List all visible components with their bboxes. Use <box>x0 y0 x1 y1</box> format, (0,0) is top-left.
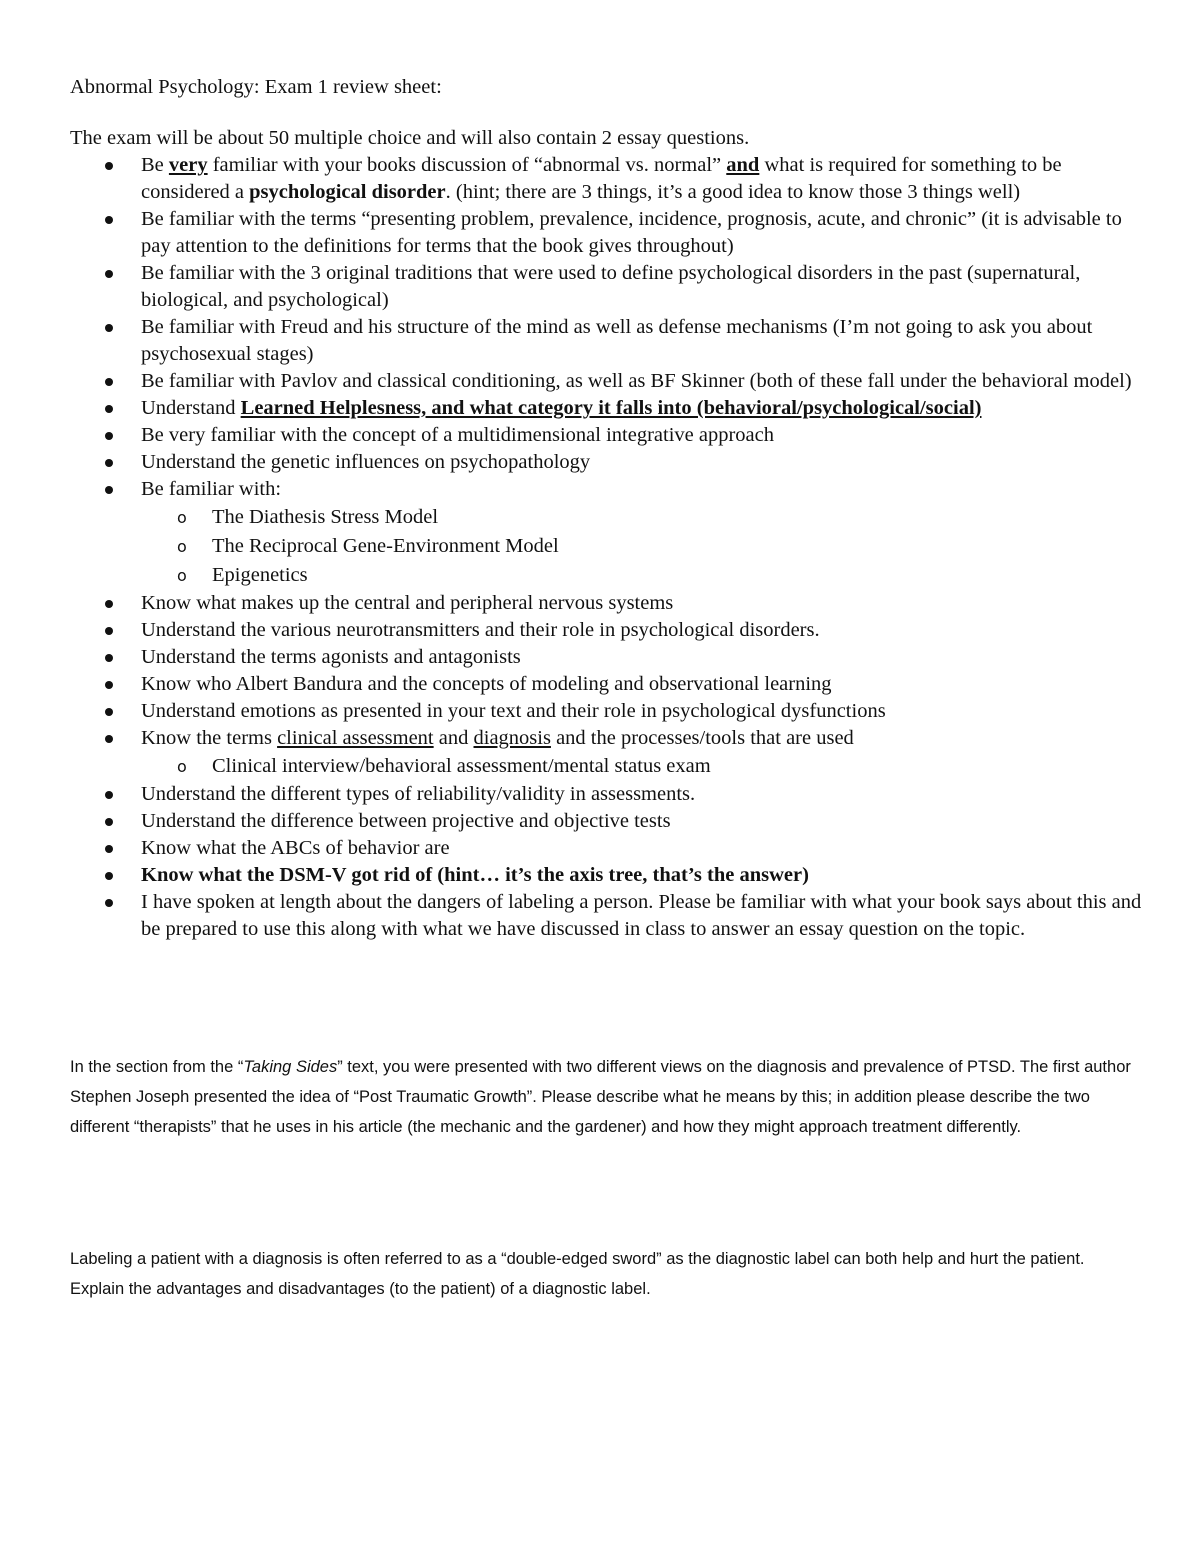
bullet-icon <box>105 162 113 170</box>
circle-bullet-icon: o <box>177 757 187 776</box>
sub-list-item <box>141 532 1145 561</box>
item-text: and <box>433 727 474 749</box>
circle-bullet-icon: o <box>177 566 187 585</box>
list-item <box>70 476 1145 590</box>
exam-intro: The exam will be about 50 multiple choice and will also contain 2 essay questions. <box>70 127 750 149</box>
list-item <box>70 698 1145 725</box>
item-text: what is required for something to be considered a <box>141 154 1062 203</box>
bullet-icon <box>105 324 113 332</box>
item-text: Epigenetics <box>212 564 308 586</box>
bullet-icon <box>105 486 113 494</box>
paragraph-text: In the section from the “ <box>70 1058 244 1076</box>
essay-question-1 <box>70 1052 1140 1142</box>
list-item <box>70 422 1145 449</box>
emphasis-psychological-disorder: psychological disorder <box>249 181 446 203</box>
item-text: Know the terms <box>141 727 278 749</box>
bullet-icon <box>105 654 113 662</box>
sub-list-item <box>141 561 1145 590</box>
term-clinical-assessment: clinical assessment <box>277 727 434 749</box>
item-text: Be <box>141 154 169 176</box>
emphasis-learned-helplessness: Learned Helplesness, and what category it falls into (behavioral/psychological/social) <box>240 397 982 419</box>
list-item <box>70 781 1145 808</box>
sub-list <box>141 752 1145 781</box>
circle-bullet-icon: o <box>177 508 187 527</box>
item-text: Understand <box>141 397 241 419</box>
item-text: Understand the terms agonists and antagonists <box>141 646 521 668</box>
item-text: Understand the difference between projective and objective tests <box>141 810 671 832</box>
list-item <box>70 260 1145 314</box>
item-text: Be familiar with the terms “presenting problem, prevalence, incidence, prognosis, acute, and chronic” (it is advisable to pay attention to the definitions for terms that the book gives throughout) <box>141 208 1122 257</box>
list-item <box>70 395 1145 422</box>
document-title: Abnormal Psychology: Exam 1 review sheet: <box>70 76 442 98</box>
bullet-icon <box>105 405 113 413</box>
item-text: Understand the various neurotransmitters and their role in psychological disorders. <box>141 619 820 641</box>
bullet-icon <box>105 899 113 907</box>
bullet-icon <box>105 708 113 716</box>
list-item <box>70 644 1145 671</box>
bullet-icon <box>105 818 113 826</box>
book-title-taking-sides: Taking Sides <box>243 1058 338 1076</box>
review-list <box>70 152 1145 943</box>
list-item <box>70 206 1145 260</box>
list-item <box>70 449 1145 476</box>
list-item <box>70 314 1145 368</box>
bullet-icon <box>105 216 113 224</box>
list-item <box>70 617 1145 644</box>
list-item <box>70 725 1145 781</box>
circle-bullet-icon: o <box>177 537 187 556</box>
list-item <box>70 590 1145 617</box>
emphasis-and: and <box>726 154 760 176</box>
item-text: . (hint; there are 3 things, it’s a good idea to know those 3 things well) <box>445 181 1021 203</box>
bullet-icon <box>105 845 113 853</box>
item-text: Know what the ABCs of behavior are <box>141 837 450 859</box>
term-diagnosis: diagnosis <box>473 727 551 749</box>
item-text-bold: Know what the DSM-V got rid of (hint… it’s the axis tree, that’s the answer) <box>141 864 809 886</box>
item-text: Be familiar with Freud and his structure of the mind as well as defense mechanisms (I’m not going to ask you about psychosexual stages) <box>141 316 1093 365</box>
sub-list <box>141 503 1145 590</box>
bullet-icon <box>105 270 113 278</box>
bullet-icon <box>105 459 113 467</box>
bullet-icon <box>105 791 113 799</box>
list-item <box>70 835 1145 862</box>
item-text: Understand the different types of reliability/validity in assessments. <box>141 783 696 805</box>
sub-list-item <box>141 503 1145 532</box>
item-text: Be familiar with Pavlov and classical conditioning, as well as BF Skinner (both of these fall under the behavioral model) <box>141 370 1132 392</box>
bullet-icon <box>105 735 113 743</box>
bullet-icon <box>105 378 113 386</box>
paragraph-text: ” text, you were presented with two different views on the diagnosis and prevalence of PTSD. The first author Stephen Joseph presented the idea of “Post Traumatic Growth”. Please describe what he means by this; in addition please describe the two different “therapists” that he uses in his article (the mechanic and the gardener) and how they might approach treatment differently. <box>70 1058 1131 1136</box>
list-item <box>70 671 1145 698</box>
item-text: The Diathesis Stress Model <box>212 506 439 528</box>
item-text: Know what makes up the central and peripheral nervous systems <box>141 592 674 614</box>
bullet-icon <box>105 681 113 689</box>
item-text: Be familiar with: <box>141 478 282 500</box>
item-text: Understand the genetic influences on psychopathology <box>141 451 591 473</box>
item-text: familiar with your books discussion of “abnormal vs. normal” <box>207 154 727 176</box>
item-text: and the processes/tools that are used <box>550 727 854 749</box>
bullet-icon <box>105 432 113 440</box>
item-text: Know who Albert Bandura and the concepts of modeling and observational learning <box>141 673 832 695</box>
bullet-icon <box>105 600 113 608</box>
list-item <box>70 808 1145 835</box>
essay-question-2: Labeling a patient with a diagnosis is often referred to as a “double-edged sword” as the diagnostic label can both help and hurt the patient. Explain the advantages and disadvantages (to the patient) of a diagnostic label. <box>70 1250 1085 1298</box>
sub-list-item <box>141 752 1145 781</box>
item-text: Be very familiar with the concept of a multidimensional integrative approach <box>141 424 775 446</box>
list-item <box>70 368 1145 395</box>
item-text: I have spoken at length about the dangers of labeling a person. Please be familiar with what your book says about this and be prepared to use this along with what we have discussed in class to answer an essay question on the topic. <box>141 891 1142 940</box>
emphasis-very: very <box>168 154 208 176</box>
bullet-icon <box>105 627 113 635</box>
item-text: Be familiar with the 3 original traditions that were used to define psychological disorders in the past (supernatural, biological, and psychological) <box>141 262 1081 311</box>
list-item <box>70 152 1145 206</box>
item-text: Clinical interview/behavioral assessment/mental status exam <box>212 755 711 777</box>
bullet-icon <box>105 872 113 880</box>
list-item <box>70 862 1145 889</box>
item-text: Understand emotions as presented in your text and their role in psychological dysfunctions <box>141 700 886 722</box>
list-item <box>70 889 1145 943</box>
item-text: The Reciprocal Gene-Environment Model <box>212 535 559 557</box>
